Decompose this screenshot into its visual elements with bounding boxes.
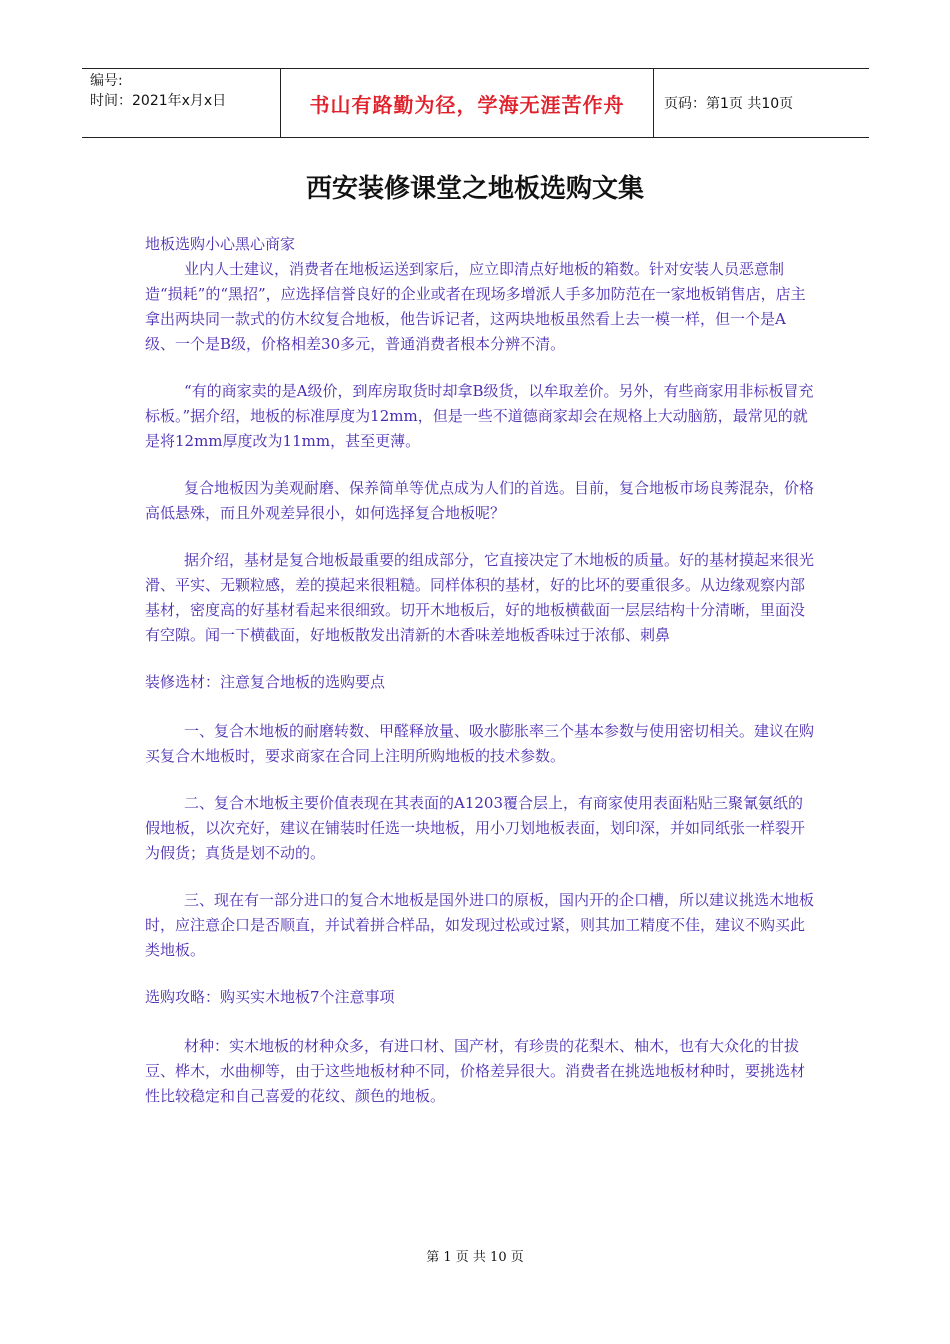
- header-table: [82, 68, 869, 138]
- paragraph: 二、复合木地板主要价值表现在其表面的A1203覆合层上，有商家使用表面粘贴三聚氰氨纸的假地板，以次充好，建议在铺装时任选一块地板，用小刀划地板表面，划印深，并如同纸张一样裂开为假货；真货是划不动的。: [145, 794, 806, 862]
- section-heading: 选购攻略：购买实木地板7个注意事项: [145, 988, 395, 1006]
- paragraph: 业内人士建议，消费者在地板运送到家后，应立即清点好地板的箱数。针对安装人员恶意制造“损耗”的“黑招”，应选择信誉良好的企业或者在现场多增派人手多加防范在一家地板销售店，店主拿出两块同一款式的仿木纹复合地板，他告诉记者，这两块地板虽然看上去一模一样，但一个是A级、一个是B级，价格相差30多元，普通消费者根本分辨不清。: [145, 260, 806, 353]
- document-title: 西安装修课堂之地板选购文集: [305, 174, 644, 204]
- section-heading: 地板选购小心黑心商家: [145, 235, 296, 253]
- document-body: [145, 232, 815, 1109]
- header-page-cell: [654, 69, 869, 137]
- paragraph: 据介绍，基材是复合地板最重要的组成部分，它直接决定了木地板的质量。好的基材摸起来很光滑、平实、无颗粒感，差的摸起来很粗糙。同样体积的基材，好的比坏的要重很多。从边缘观察内部基材，密度高的好基材看起来很细致。切开木地板后，好的地板横截面一层层结构十分清晰，里面没有空隙。闻一下横截面，好地板散发出清新的木香味差地板香味过于浓郁、刺鼻: [145, 551, 815, 644]
- paragraph: 材种：实木地板的材种众多，有进口材、国产材，有珍贵的花梨木、柚木，也有大众化的甘拔豆、桦木，水曲柳等，由于这些地板材种不同，价格差异很大。消费者在挑选地板材种时，要挑选材性比较稳定和自己喜爱的花纹、颜色的地板。: [145, 1037, 806, 1105]
- header-motto-cell: [281, 69, 654, 137]
- section-heading: 装修选材：注意复合地板的选购要点: [145, 673, 386, 691]
- paragraph: “有的商家卖的是A级价，到库房取货时却拿B级货，以牟取差价。另外，有些商家用非标板冒充标板。”据介绍，地板的标准厚度为12mm，但是一些不道德商家却会在规格上大动脑筋，最常见的就是将12mm厚度改为11mm，甚至更薄。: [145, 382, 814, 450]
- paragraph: 三、现在有一部分进口的复合木地板是国外进口的原板，国内开的企口槽，所以建议挑选木地板时，应注意企口是否顺直，并试着拼合样品，如发现过松或过紧，则其加工精度不佳，建议不购买此类地板。: [145, 891, 815, 959]
- number-label: 编号:: [90, 73, 123, 89]
- page-info: 页码：第1页 共10页: [664, 96, 794, 112]
- page-footer: 第 1 页 共 10 页: [426, 1250, 524, 1265]
- motto: 书山有路勤为径，学海无涯苦作舟: [309, 92, 625, 117]
- paragraph: 复合地板因为美观耐磨、保养简单等优点成为人们的首选。目前，复合地板市场良莠混杂，价格高低悬殊，而且外观差异很小，如何选择复合地板呢？: [145, 479, 815, 522]
- header-meta-cell: [82, 69, 281, 137]
- paragraph: 一、复合木地板的耐磨转数、甲醛释放量、吸水膨胀率三个基本参数与使用密切相关。建议在购买复合木地板时，要求商家在合同上注明所购地板的技术参数。: [145, 722, 815, 765]
- time-label: 时间：2021年x月x日: [90, 93, 227, 109]
